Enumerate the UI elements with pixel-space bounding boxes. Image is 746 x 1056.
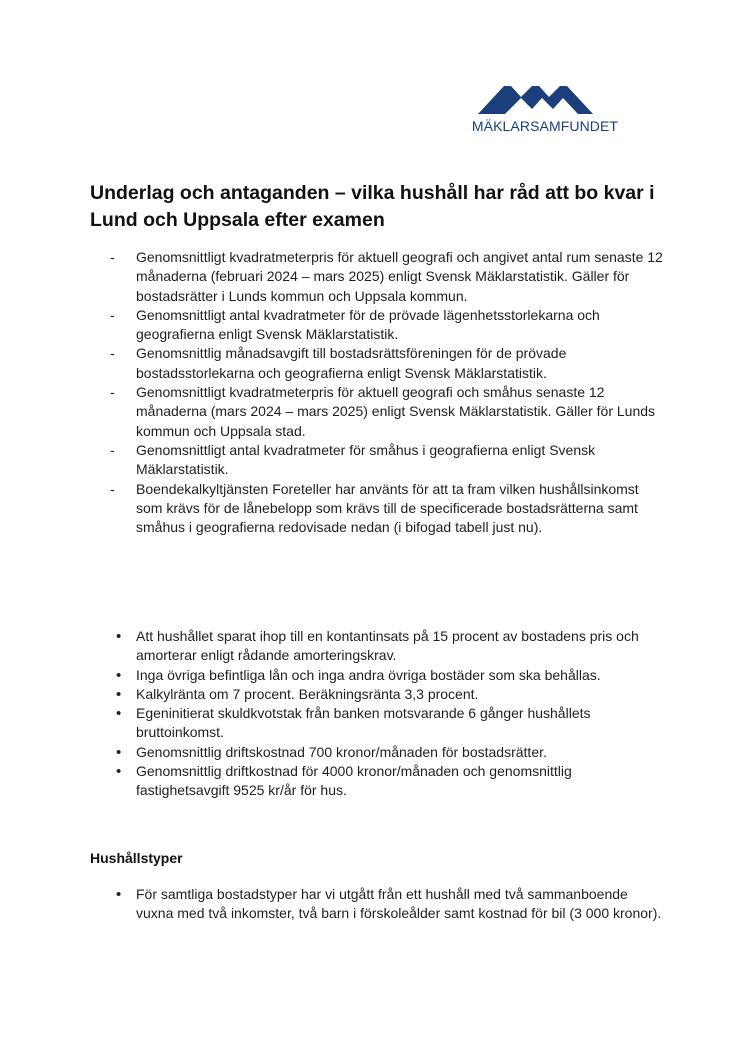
list-item: • Egeninitierat skuldkvotstak från banken motsvarande 6 gånger hushållets bruttoinkomst. xyxy=(136,704,666,743)
list-item: - Boendekalkyltjänsten Foreteller har använts för att ta fram vilken hushållsinkomst som krävs för de lånebelopp som krävs till de specificerade bostadsrätterna samt småhus i geografierna redovisade nedan (i bifogad tabell just nu). xyxy=(136,480,666,538)
list-item: • Att hushållet sparat ihop till en kontantinsats på 15 procent av bostadens pris och amorterar enligt rådande amorteringskrav. xyxy=(136,627,666,666)
household-types-list xyxy=(136,885,666,924)
list-item: - Genomsnittligt antal kvadratmeter för småhus i geografierna enligt Svensk Mäklarstatistik. xyxy=(136,441,666,480)
list-item: • För samtliga bostadstyper har vi utgått från ett hushåll med två sammanboende vuxna med två inkomster, två barn i förskoleålder samt kostnad för bil (3 000 kronor). xyxy=(136,885,666,924)
list-item: - Genomsnittligt kvadratmeterpris för aktuell geografi och angivet antal rum senaste 12 månaderna (februari 2024 – mars 2025) enligt Svensk Mäklarstatistik. Gäller för bostadsrätter i Lunds kommun och Uppsala kommun. xyxy=(136,248,666,306)
makl-logo xyxy=(470,82,620,138)
list-item: • Genomsnittlig driftskostnad 700 kronor/månaden för bostadsrätter. xyxy=(136,743,666,762)
list-item: • Inga övriga befintliga lån och inga andra övriga bostäder som ska behållas. xyxy=(136,666,666,685)
list-item: - Genomsnittligt kvadratmeterpris för aktuell geografi och småhus senaste 12 månaderna (mars 2024 – mars 2025) enligt Svensk Mäklarstatistik. Gäller för Lunds kommun och Uppsala stad. xyxy=(136,383,666,441)
list-item: - Genomsnittlig månadsavgift till bostadsrättsföreningen för de prövade bostadsstorlekarna och geografierna enligt Svensk Mäklarstatistik. xyxy=(136,344,666,383)
list-item: • Genomsnittlig driftkostnad för 4000 kronor/månaden och genomsnittlig fastighetsavgift 9525 kr/år för hus. xyxy=(136,762,666,801)
list-item: • Kalkylränta om 7 procent. Beräkningsränta 3,3 procent. xyxy=(136,685,666,704)
logo-wordmark: MÄKLARSAMFUNDET xyxy=(471,118,619,134)
roof-mark-icon xyxy=(474,82,616,116)
list-item: - Genomsnittligt antal kvadratmeter för de prövade lägenhetsstorlekarna och geografierna enligt Svensk Mäklarstatistik. xyxy=(136,306,666,345)
assumptions-dash-list xyxy=(136,248,666,537)
assumptions-bullet-list xyxy=(136,627,666,801)
page-title: Underlag och antaganden – vilka hushåll har råd att bo kvar i Lund och Uppsala efter examen xyxy=(90,182,655,231)
household-types-heading: Hushållstyper xyxy=(90,850,183,866)
